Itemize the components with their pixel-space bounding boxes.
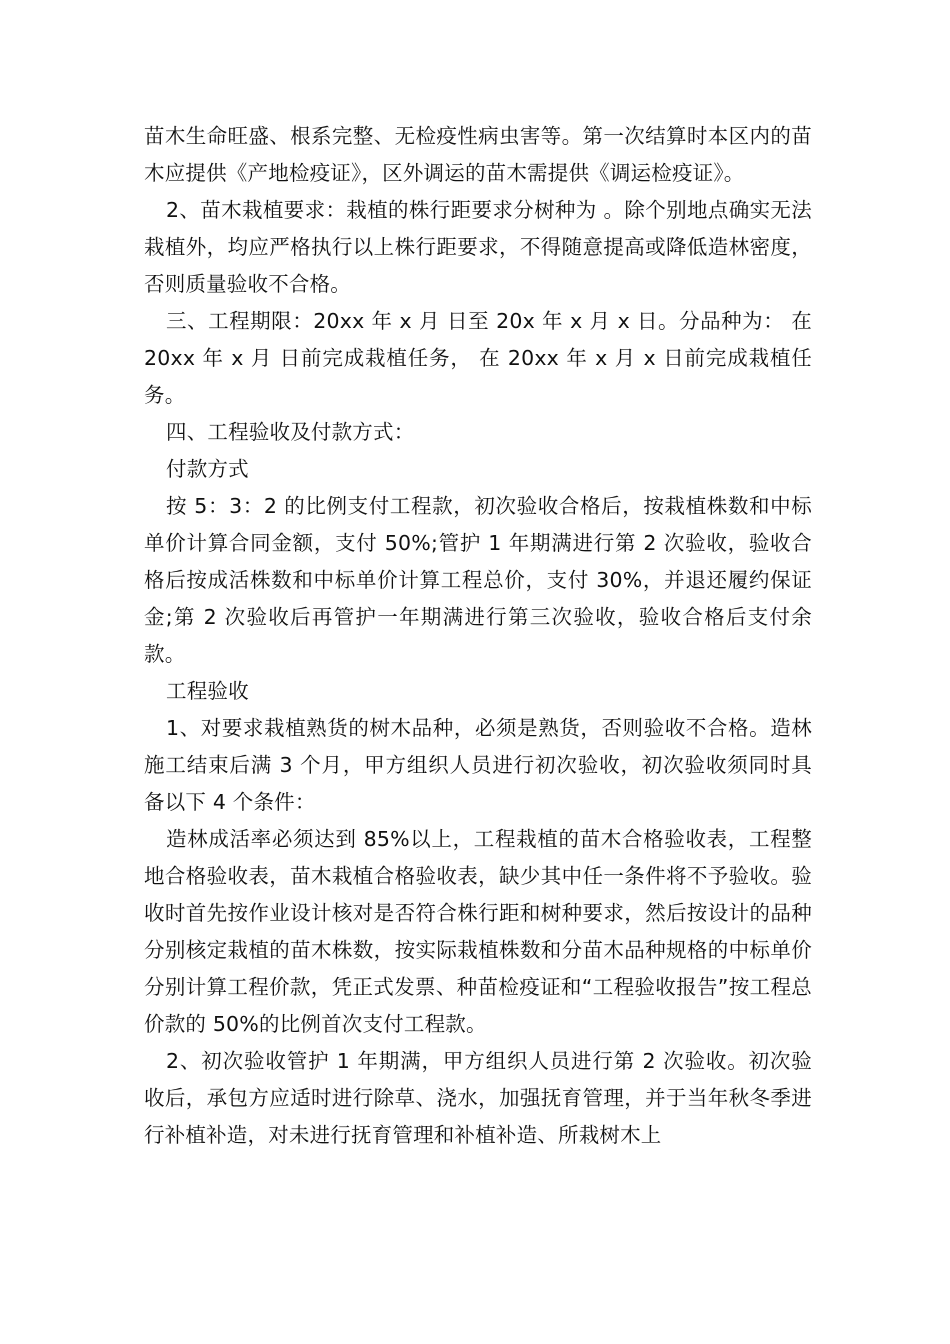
paragraph-planting-requirements: 2、苗木栽植要求：栽植的株行距要求分树种为 。除个别地点确实无法栽植外，均应严格执行以上株行距要求，不得随意提高或降低造林密度，否则质量验收不合格。 [144, 198, 812, 296]
paragraph-payment-ratio: 按 5：3：2 的比例支付工程款，初次验收合格后，按栽植株数和中标单价计算合同金额，支付 50%;管护 1 年期满进行第 2 次验收，验收合格后按成活株数和中标单价计算工程总价，支付 30%，并退还履约保证金;第 2 次验收后再管护一年期满进行第三次验收，验收合格后支付余款。 [144, 494, 812, 666]
heading-acceptance-and-payment: 四、工程验收及付款方式： [166, 420, 415, 444]
document-body [144, 118, 812, 1154]
paragraph-acceptance-conditions: 造林成活率必须达到 85%以上，工程栽植的苗木合格验收表，工程整地合格验收表，苗木栽植合格验收表，缺少其中任一条件将不予验收。验收时首先按作业设计核对是否符合株行距和树种要求，然后按设计的品种分别核定栽植的苗木株数，按实际栽植株数和分苗木品种规格的中标单价分别计算工程价款，凭正式发票、种苗检疫证和“工程验收报告”按工程总价款的 50%的比例首次支付工程款。 [144, 827, 812, 1036]
paragraph-initial-acceptance: 1、对要求栽植熟货的树木品种，必须是熟货，否则验收不合格。造林施工结束后满 3 个月，甲方组织人员进行初次验收，初次验收须同时具备以下 4 个条件： [144, 716, 812, 814]
heading-payment-method: 付款方式 [166, 457, 249, 481]
heading-project-acceptance: 工程验收 [166, 679, 249, 703]
paragraph-seedling-quarantine: 苗木生命旺盛、根系完整、无检疫性病虫害等。第一次结算时本区内的苗木应提供《产地检疫证》，区外调运的苗木需提供《调运检疫证》。 [144, 124, 812, 185]
paragraph-second-acceptance: 2、初次验收管护 1 年期满，甲方组织人员进行第 2 次验收。初次验收后，承包方应适时进行除草、浇水，加强抚育管理，并于当年秋冬季进行补植补造，对未进行抚育管理和补植补造、所栽树木上 [144, 1049, 812, 1147]
paragraph-project-period: 三、工程期限：20xx 年 x 月 日至 20x 年 x 月 x 日。分品种为： 在 20xx 年 x 月 日前完成栽植任务， 在 20xx 年 x 月 x 日前完成栽植任务。 [144, 309, 812, 407]
